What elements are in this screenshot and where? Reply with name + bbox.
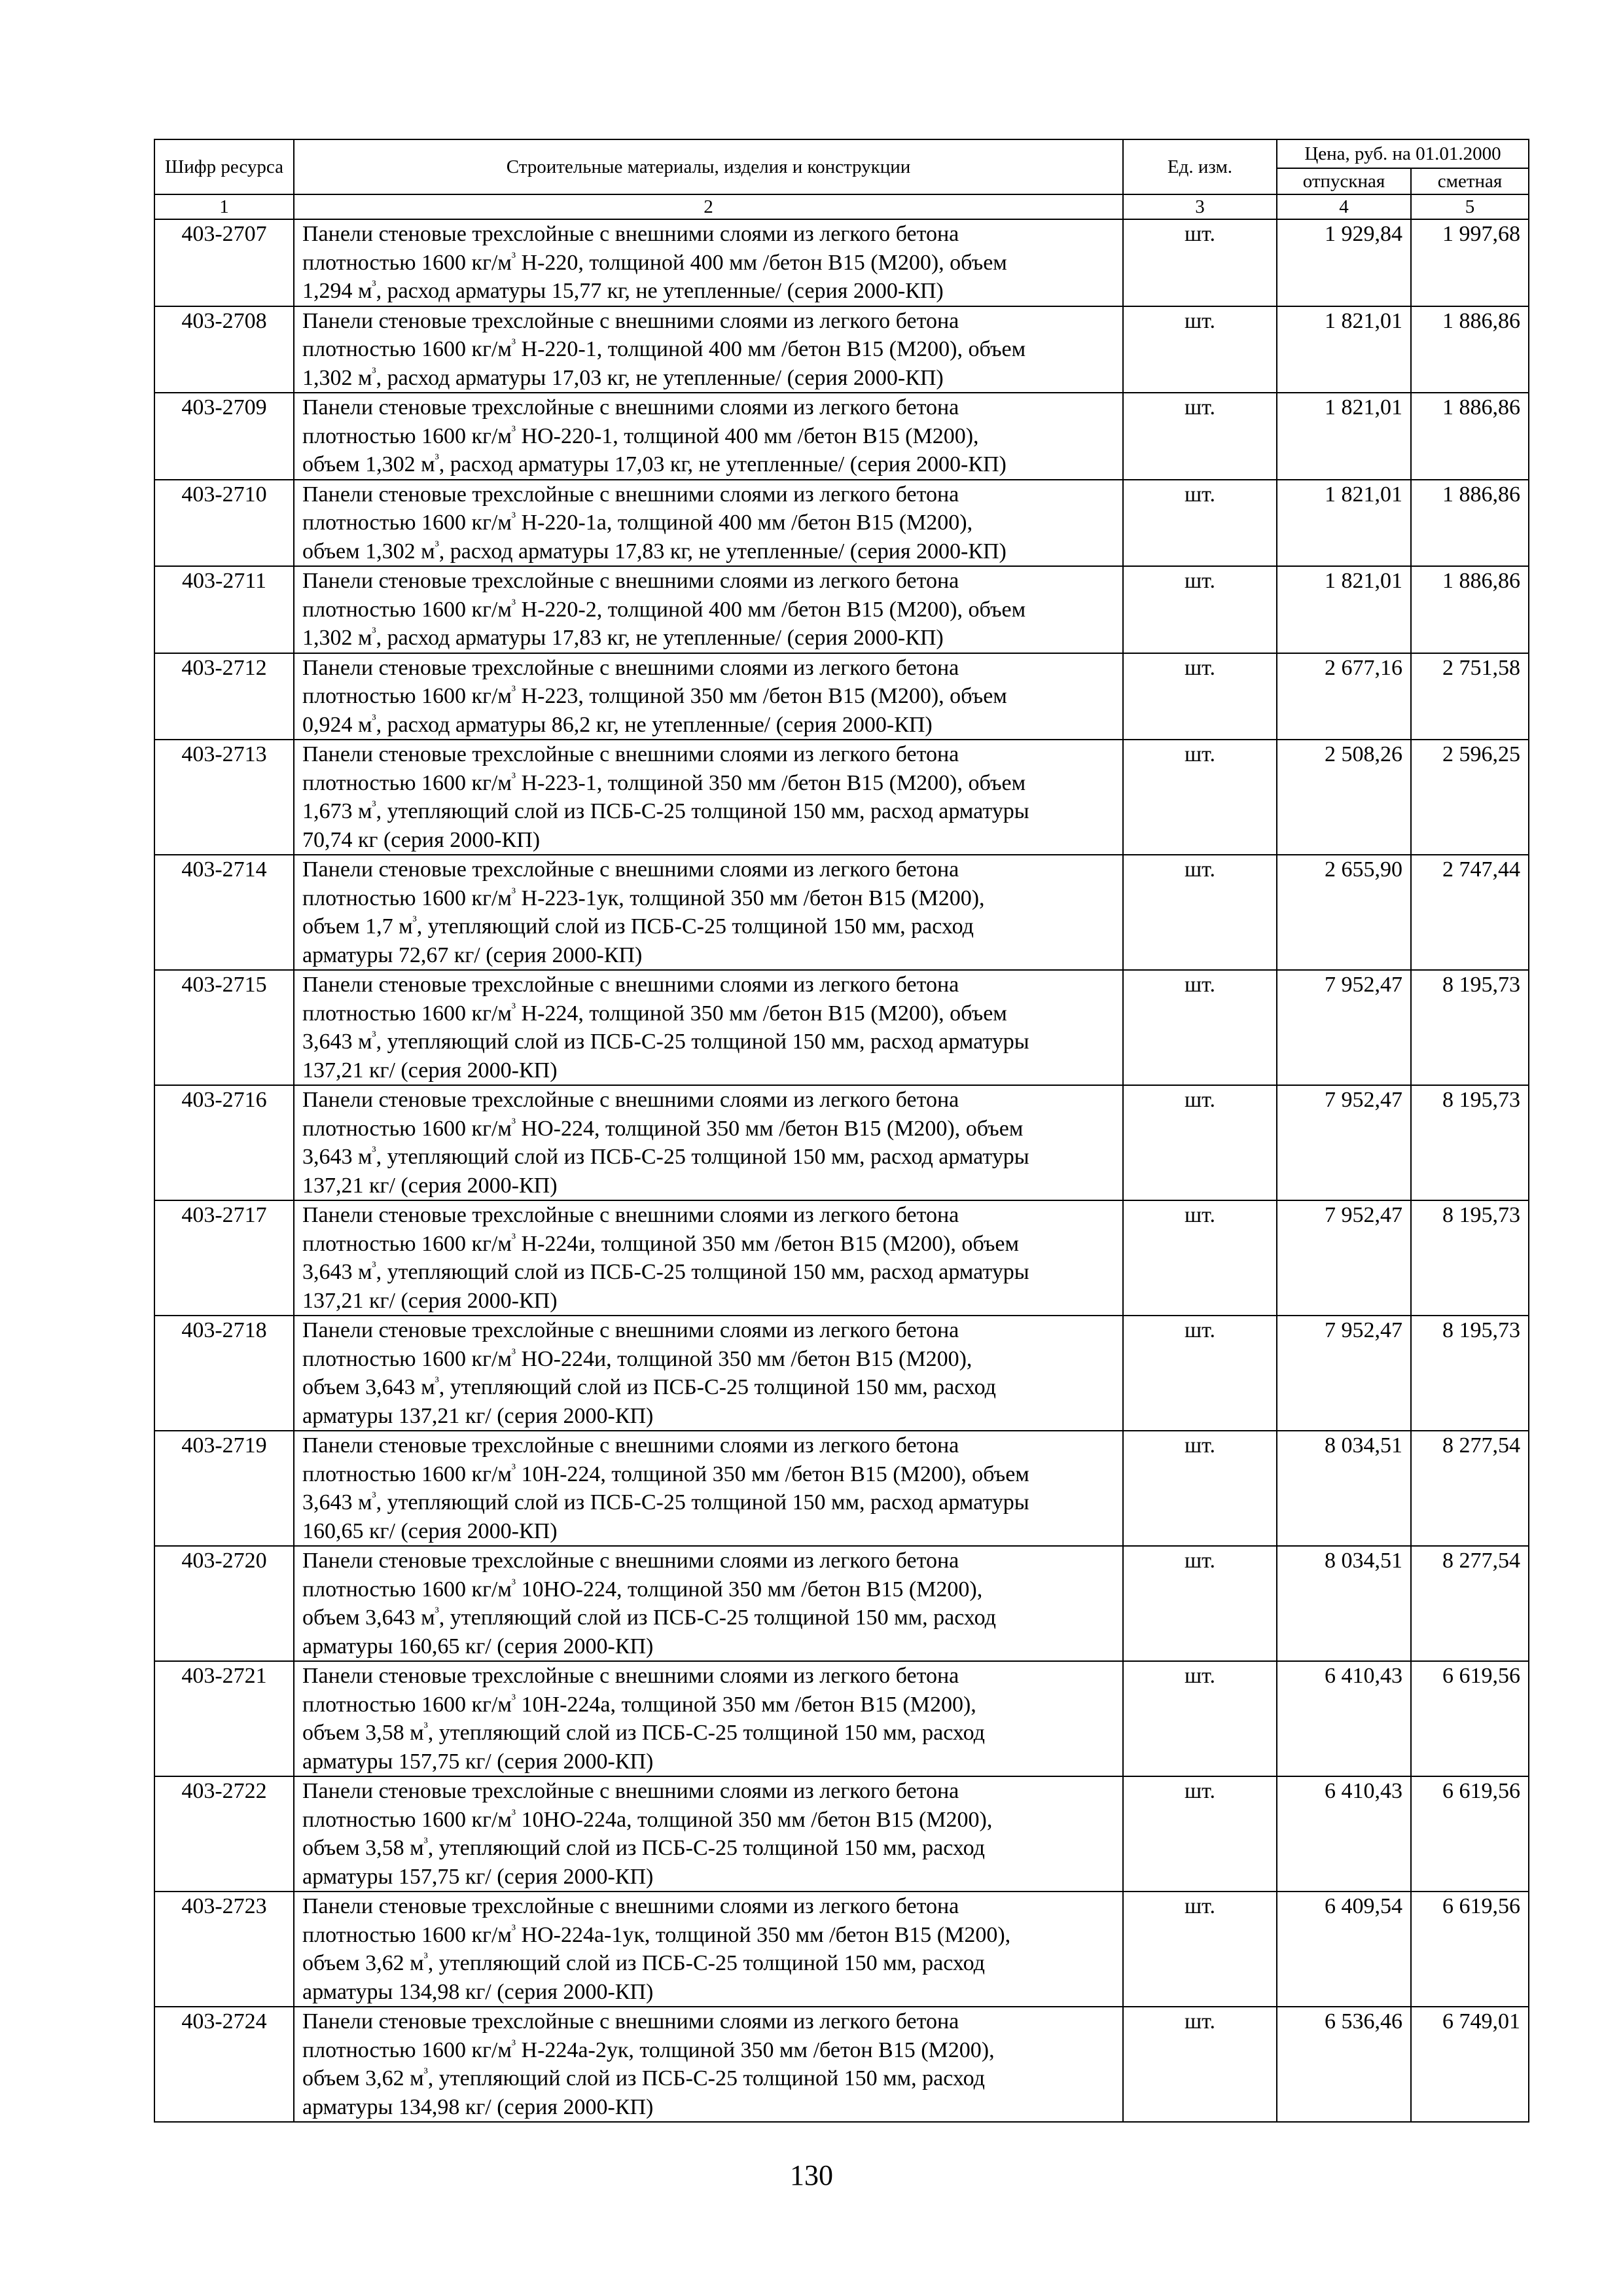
release-price: 8 034,51 (1277, 1546, 1411, 1661)
release-price: 7 952,47 (1277, 1200, 1411, 1316)
release-price: 7 952,47 (1277, 1085, 1411, 1200)
description-line: плотностью 1600 $кг/м^{^3}$ НО-224, толщиной 350 мм /бетон В15 (М200), объем (302, 1116, 1024, 1141)
unit: шт. (1123, 653, 1277, 740)
release-price: 8 034,51 (1277, 1431, 1411, 1546)
release-price: 2 508,26 (1277, 740, 1411, 855)
table-row (154, 306, 1529, 393)
table-row (154, 1200, 1529, 1316)
estimate-price: 8 195,73 (1411, 1200, 1529, 1316)
resource-code: 403-2718 (154, 1316, 294, 1431)
table-row (154, 653, 1529, 740)
description-line: 160,65 кг/ (серия 2000-КП) (302, 1518, 558, 1543)
header-column-number: 3 (1123, 194, 1277, 219)
description-line: объем 1,7 $м^{^3}$, утепляющий слой из ПСБ-С-25 толщиной 150 мм, расход (302, 914, 974, 939)
header-column-number: 2 (294, 194, 1123, 219)
material-description (294, 1316, 1123, 1431)
description-line: объем 3,58 $м^{^3}$, утепляющий слой из ПСБ-С-25 толщиной 150 мм, расход (302, 1720, 985, 1745)
release-price: 1 929,84 (1277, 219, 1411, 306)
header-estimate-price: сметная (1411, 168, 1529, 194)
resource-code: 403-2723 (154, 1892, 294, 2007)
description-line: Панели стеновые трехслойные с внешними слоями из легкого бетона (302, 395, 959, 420)
description-line: плотностью 1600 $кг/м^{^3}$ Н-224а-2ук, толщиной 350 мм /бетон В15 (М200), (302, 2037, 995, 2062)
description-line: Панели стеновые трехслойные с внешними слоями из легкого бетона (302, 1433, 959, 1458)
material-description (294, 1431, 1123, 1546)
description-line: Панели стеновые трехслойные с внешними слоями из легкого бетона (302, 1203, 959, 1227)
estimate-price: 8 195,73 (1411, 1316, 1529, 1431)
description-line: 3,643 $м^{^3}$, утепляющий слой из ПСБ-С-25 толщиной 150 мм, расход арматуры (302, 1144, 1029, 1169)
description-line: 1,294 $м^{^3}$, расход арматуры 15,77 кг, не утепленные/ (серия 2000-КП) (302, 278, 944, 303)
description-line: плотностью 1600 $кг/м^{^3}$ Н-220-1, толщиной 400 мм /бетон В15 (М200), объем (302, 336, 1026, 361)
unit: шт. (1123, 1316, 1277, 1431)
resource-code: 403-2719 (154, 1431, 294, 1546)
release-price: 6 410,43 (1277, 1776, 1411, 1892)
description-line: плотностью 1600 $кг/м^{^3}$ 10Н-224а, толщиной 350 мм /бетон В15 (М200), (302, 1692, 976, 1717)
table-row (154, 970, 1529, 1085)
description-line: плотностью 1600 $кг/м^{^3}$ Н-220-1а, толщиной 400 мм /бетон В15 (М200), (302, 510, 973, 535)
material-description (294, 653, 1123, 740)
table-row (154, 2007, 1529, 2122)
resource-code: 403-2721 (154, 1661, 294, 1776)
description-line: объем 1,302 $м^{^3}$, расход арматуры 17,83 кг, не утепленные/ (серия 2000-КП) (302, 539, 1007, 564)
unit: шт. (1123, 740, 1277, 855)
header-price: Цена, руб. на 01.01.2000 (1277, 139, 1529, 168)
unit: шт. (1123, 566, 1277, 653)
resource-code: 403-2724 (154, 2007, 294, 2122)
description-line: 137,21 кг/ (серия 2000-КП) (302, 1058, 558, 1083)
description-line: плотностью 1600 $кг/м^{^3}$ 10Н-224, толщиной 350 мм /бетон В15 (М200), объем (302, 1462, 1029, 1486)
estimate-price: 1 997,68 (1411, 219, 1529, 306)
description-line: объем 1,302 $м^{^3}$, расход арматуры 17,03 кг, не утепленные/ (серия 2000-КП) (302, 452, 1007, 476)
description-line: объем 3,62 $м^{^3}$, утепляющий слой из ПСБ-С-25 толщиной 150 мм, расход (302, 1950, 985, 1975)
unit: шт. (1123, 1200, 1277, 1316)
description-line: плотностью 1600 $кг/м^{^3}$ Н-220-2, толщиной 400 мм /бетон В15 (М200), объем (302, 597, 1026, 622)
material-description (294, 393, 1123, 480)
resource-code: 403-2708 (154, 306, 294, 393)
estimate-price: 8 195,73 (1411, 970, 1529, 1085)
description-line: Панели стеновые трехслойные с внешними слоями из легкого бетона (302, 742, 959, 766)
description-line: Панели стеновые трехслойные с внешними слоями из легкого бетона (302, 569, 959, 593)
unit: шт. (1123, 1776, 1277, 1892)
description-line: Панели стеновые трехслойные с внешними слоями из легкого бетона (302, 857, 959, 882)
description-line: 137,21 кг/ (серия 2000-КП) (302, 1288, 558, 1313)
resource-code: 403-2713 (154, 740, 294, 855)
table-row (154, 393, 1529, 480)
description-line: арматуры 160,65 кг/ (серия 2000-КП) (302, 1634, 654, 1659)
unit: шт. (1123, 970, 1277, 1085)
description-line: Панели стеновые трехслойные с внешними слоями из легкого бетона (302, 1664, 959, 1688)
release-price: 2 677,16 (1277, 653, 1411, 740)
estimate-price: 1 886,86 (1411, 566, 1529, 653)
release-price: 1 821,01 (1277, 393, 1411, 480)
description-line: 3,643 $м^{^3}$, утепляющий слой из ПСБ-С-25 толщиной 150 мм, расход арматуры (302, 1029, 1029, 1054)
release-price: 1 821,01 (1277, 566, 1411, 653)
estimate-price: 6 749,01 (1411, 2007, 1529, 2122)
material-description (294, 480, 1123, 567)
description-line: Панели стеновые трехслойные с внешними слоями из легкого бетона (302, 2009, 959, 2034)
table-row (154, 855, 1529, 970)
description-line: плотностью 1600 $кг/м^{^3}$ НО-224а-1ук, толщиной 350 мм /бетон В15 (М200), (302, 1922, 1011, 1947)
unit: шт. (1123, 1661, 1277, 1776)
description-line: плотностью 1600 $кг/м^{^3}$ Н-223-1ук, толщиной 350 мм /бетон В15 (М200), (302, 886, 985, 910)
description-line: арматуры 134,98 кг/ (серия 2000-КП) (302, 2094, 654, 2119)
table-row (154, 1776, 1529, 1892)
material-description (294, 1546, 1123, 1661)
description-line: плотностью 1600 $кг/м^{^3}$ 10НО-224, толщиной 350 мм /бетон В15 (М200), (302, 1577, 983, 1602)
header-column-number: 4 (1277, 194, 1411, 219)
description-line: Панели стеновые трехслойные с внешними слоями из легкого бетона (302, 482, 959, 507)
page-number: 130 (790, 2159, 833, 2191)
resource-code: 403-2715 (154, 970, 294, 1085)
description-line: 0,924 $м^{^3}$, расход арматуры 86,2 кг, не утепленные/ (серия 2000-КП) (302, 712, 933, 737)
estimate-price: 6 619,56 (1411, 1661, 1529, 1776)
resource-code: 403-2722 (154, 1776, 294, 1892)
description-line: плотностью 1600 $кг/м^{^3}$ НО-220-1, толщиной 400 мм /бетон В15 (М200), (302, 423, 979, 448)
description-line: Панели стеновые трехслойные с внешними слоями из легкого бетона (302, 1088, 959, 1112)
header-release-price: отпускная (1277, 168, 1411, 194)
table-row (154, 1316, 1529, 1431)
unit: шт. (1123, 1085, 1277, 1200)
description-line: Панели стеновые трехслойные с внешними слоями из легкого бетона (302, 1894, 959, 1918)
material-description (294, 970, 1123, 1085)
description-line: объем 3,62 $м^{^3}$, утепляющий слой из ПСБ-С-25 толщиной 150 мм, расход (302, 2066, 985, 2090)
unit: шт. (1123, 393, 1277, 480)
estimate-price: 2 747,44 (1411, 855, 1529, 970)
description-line: Панели стеновые трехслойные с внешними слоями из легкого бетона (302, 222, 959, 246)
material-description (294, 219, 1123, 306)
table-row (154, 566, 1529, 653)
resource-code: 403-2709 (154, 393, 294, 480)
unit: шт. (1123, 1431, 1277, 1546)
resource-code: 403-2707 (154, 219, 294, 306)
estimate-price: 1 886,86 (1411, 480, 1529, 567)
table-row (154, 480, 1529, 567)
description-line: арматуры 72,67 кг/ (серия 2000-КП) (302, 942, 643, 967)
description-line: 1,302 $м^{^3}$, расход арматуры 17,03 кг, не утепленные/ (серия 2000-КП) (302, 365, 944, 390)
description-line: плотностью 1600 $кг/м^{^3}$ НО-224и, толщиной 350 мм /бетон В15 (М200), (302, 1346, 972, 1371)
header-column-number: 5 (1411, 194, 1529, 219)
header-code: Шифр ресурса (154, 139, 294, 194)
description-line: объем 3,58 $м^{^3}$, утепляющий слой из ПСБ-С-25 толщиной 150 мм, расход (302, 1835, 985, 1860)
header-name: Строительные материалы, изделия и конструкции (294, 139, 1123, 194)
release-price: 6 536,46 (1277, 2007, 1411, 2122)
material-description (294, 2007, 1123, 2122)
description-line: плотностью 1600 $кг/м^{^3}$ 10НО-224а, толщиной 350 мм /бетон В15 (М200), (302, 1807, 993, 1832)
table-header (154, 139, 1529, 219)
estimate-price: 2 751,58 (1411, 653, 1529, 740)
resource-code: 403-2711 (154, 566, 294, 653)
description-line: Панели стеновые трехслойные с внешними слоями из легкого бетона (302, 973, 959, 997)
resource-code: 403-2720 (154, 1546, 294, 1661)
table-row (154, 1892, 1529, 2007)
estimate-price: 8 277,54 (1411, 1431, 1529, 1546)
description-line: Панели стеновые трехслойные с внешними слоями из легкого бетона (302, 1779, 959, 1803)
estimate-price: 8 195,73 (1411, 1085, 1529, 1200)
estimate-price: 8 277,54 (1411, 1546, 1529, 1661)
description-line: 137,21 кг/ (серия 2000-КП) (302, 1173, 558, 1198)
release-price: 6 410,43 (1277, 1661, 1411, 1776)
description-line: объем 3,643 $м^{^3}$, утепляющий слой из ПСБ-С-25 толщиной 150 мм, расход (302, 1374, 996, 1399)
description-line: арматуры 157,75 кг/ (серия 2000-КП) (302, 1864, 654, 1889)
header-unit: Ед. изм. (1123, 139, 1277, 194)
table-row (154, 1431, 1529, 1546)
resource-code: 403-2712 (154, 653, 294, 740)
estimate-price: 2 596,25 (1411, 740, 1529, 855)
unit: шт. (1123, 2007, 1277, 2122)
release-price: 1 821,01 (1277, 480, 1411, 567)
resource-code: 403-2716 (154, 1085, 294, 1200)
description-line: плотностью 1600 $кг/м^{^3}$ Н-224и, толщиной 350 мм /бетон В15 (М200), объем (302, 1231, 1020, 1256)
table-body (154, 219, 1529, 2122)
estimate-price: 1 886,86 (1411, 393, 1529, 480)
material-description (294, 1892, 1123, 2007)
description-line: плотностью 1600 $кг/м^{^3}$ Н-220, толщиной 400 мм /бетон В15 (М200), объем (302, 250, 1007, 275)
description-line: Панели стеновые трехслойные с внешними слоями из легкого бетона (302, 308, 959, 333)
estimate-price: 6 619,56 (1411, 1776, 1529, 1892)
description-line: 1,673 $м^{^3}$, утепляющий слой из ПСБ-С-25 толщиной 150 мм, расход арматуры (302, 798, 1029, 823)
resource-code: 403-2714 (154, 855, 294, 970)
description-line: Панели стеновые трехслойные с внешними слоями из легкого бетона (302, 1549, 959, 1573)
release-price: 2 655,90 (1277, 855, 1411, 970)
price-table (154, 139, 1529, 2123)
material-description (294, 1200, 1123, 1316)
description-line: плотностью 1600 $кг/м^{^3}$ Н-223, толщиной 350 мм /бетон В15 (М200), объем (302, 683, 1007, 708)
description-line: арматуры 137,21 кг/ (серия 2000-КП) (302, 1403, 654, 1428)
release-price: 1 821,01 (1277, 306, 1411, 393)
material-description (294, 306, 1123, 393)
description-line: 70,74 кг (серия 2000-КП) (302, 827, 541, 852)
description-line: Панели стеновые трехслойные с внешними слоями из легкого бетона (302, 1318, 959, 1342)
material-description (294, 566, 1123, 653)
table-row (154, 219, 1529, 306)
unit: шт. (1123, 480, 1277, 567)
description-line: 3,643 $м^{^3}$, утепляющий слой из ПСБ-С-25 толщиной 150 мм, расход арматуры (302, 1259, 1029, 1284)
description-line: арматуры 134,98 кг/ (серия 2000-КП) (302, 1979, 654, 2004)
material-description (294, 1661, 1123, 1776)
release-price: 7 952,47 (1277, 970, 1411, 1085)
description-line: объем 3,643 $м^{^3}$, утепляющий слой из ПСБ-С-25 толщиной 150 мм, расход (302, 1605, 996, 1630)
unit: шт. (1123, 855, 1277, 970)
description-line: арматуры 157,75 кг/ (серия 2000-КП) (302, 1749, 654, 1774)
table-row (154, 1546, 1529, 1661)
table-row (154, 740, 1529, 855)
material-description (294, 1085, 1123, 1200)
table-row (154, 1661, 1529, 1776)
unit: шт. (1123, 1546, 1277, 1661)
release-price: 7 952,47 (1277, 1316, 1411, 1431)
header-column-number: 1 (154, 194, 294, 219)
description-line: плотностью 1600 $кг/м^{^3}$ Н-223-1, толщиной 350 мм /бетон В15 (М200), объем (302, 770, 1026, 795)
estimate-price: 1 886,86 (1411, 306, 1529, 393)
description-line: плотностью 1600 $кг/м^{^3}$ Н-224, толщиной 350 мм /бетон В15 (М200), объем (302, 1001, 1007, 1026)
release-price: 6 409,54 (1277, 1892, 1411, 2007)
unit: шт. (1123, 1892, 1277, 2007)
estimate-price: 6 619,56 (1411, 1892, 1529, 2007)
unit: шт. (1123, 219, 1277, 306)
table-row (154, 1085, 1529, 1200)
resource-code: 403-2717 (154, 1200, 294, 1316)
material-description (294, 740, 1123, 855)
material-description (294, 855, 1123, 970)
description-line: Панели стеновые трехслойные с внешними слоями из легкого бетона (302, 655, 959, 680)
description-line: 1,302 $м^{^3}$, расход арматуры 17,83 кг, не утепленные/ (серия 2000-КП) (302, 625, 944, 650)
unit: шт. (1123, 306, 1277, 393)
material-description (294, 1776, 1123, 1892)
resource-code: 403-2710 (154, 480, 294, 567)
description-line: 3,643 $м^{^3}$, утепляющий слой из ПСБ-С-25 толщиной 150 мм, расход арматуры (302, 1490, 1029, 1515)
